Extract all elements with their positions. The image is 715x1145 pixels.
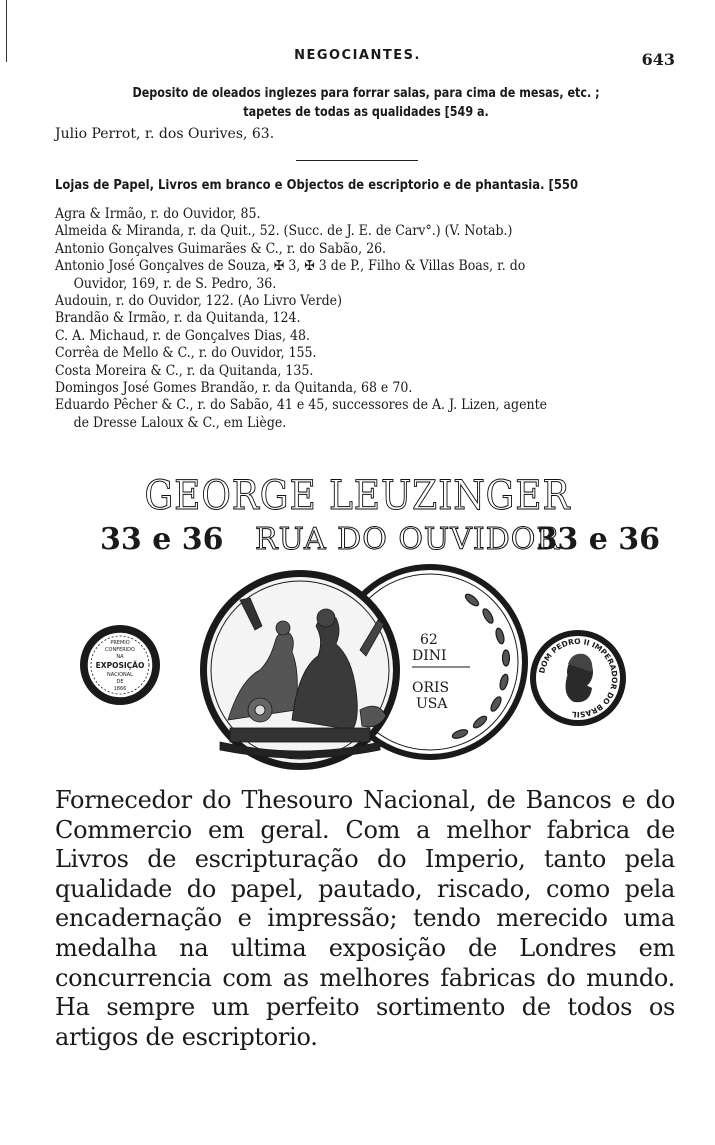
entry-list xyxy=(55,206,675,432)
advert-name: GEORGE LEUZINGER xyxy=(144,473,571,519)
medal-large-obverse xyxy=(200,570,400,770)
address-number-right: 33 e 36 xyxy=(536,522,660,557)
medal-left-line: EXPOSIÇÃO xyxy=(95,661,145,670)
medal-large-line: ORIS xyxy=(412,680,450,696)
medal-left-line: DE xyxy=(116,679,124,685)
medal-left-line: PREMIO xyxy=(110,640,130,646)
advert-address xyxy=(100,522,660,562)
medal-right-inscription: DOM PEDRO II IMPERADOR DO BRASIL xyxy=(537,636,620,720)
medals-illustration xyxy=(60,560,660,770)
list-item-continuation: Ouvidor, 169, r. de S. Pedro, 36. xyxy=(73,275,277,292)
list-item: Antonio José Gonçalves de Souza, ✠ 3, ✠ 3 de P., Filho & Villas Boas, r. do xyxy=(55,258,526,275)
page-number: 643 xyxy=(641,50,675,69)
address-street: RUA DO OUVIDOR xyxy=(255,522,560,557)
list-item: C. A. Michaud, r. de Gonçalves Dias, 48. xyxy=(55,327,310,344)
list-item: Corrêa de Mello & C., r. do Ouvidor, 155. xyxy=(55,345,317,362)
medal-large-line: 62 xyxy=(420,632,438,648)
list-item: Brandão & Irmão, r. da Quitanda, 124. xyxy=(55,310,301,327)
medal-left-line: CONFERIDO xyxy=(105,647,135,653)
list-item: Almeida & Miranda, r. da Quit., 52. (Succ. de J. E. de Carv°.) (V. Notab.) xyxy=(55,223,513,240)
medal-left xyxy=(80,625,160,705)
running-title: NEGOCIANTES. xyxy=(294,48,421,63)
list-item: Costa Moreira & C., r. da Quitanda, 135. xyxy=(55,362,314,379)
medal-left-line: NACIONAL xyxy=(107,672,133,678)
medal-right xyxy=(530,630,626,726)
list-item: Eduardo Pêcher & C., r. do Sabão, 41 e 45, successores de A. J. Lizen, agente xyxy=(55,397,548,414)
list-item: Agra & Irmão, r. do Ouvidor, 85. xyxy=(55,206,261,222)
list-item: Audouin, r. do Ouvidor, 122. (Ao Livro Verde) xyxy=(55,293,342,310)
list-item: Domingos José Gomes Brandão, r. da Quitanda, 68 e 70. xyxy=(55,380,413,397)
list-item-continuation: de Dresse Laloux & C., em Liège. xyxy=(73,414,287,431)
medal-left-line: 1866 xyxy=(113,686,127,692)
medal-large-line: DINI xyxy=(412,648,447,664)
running-head xyxy=(0,48,715,72)
list-item: Antonio Gonçalves Guimarães & C., r. do Sabão, 26. xyxy=(55,240,387,257)
address-number-left: 33 e 36 xyxy=(100,522,224,557)
notice-line-1: Deposito de oleados inglezes para forrar salas, para cima de mesas, etc. ; xyxy=(132,85,600,101)
section-divider xyxy=(296,160,418,161)
medal-large-line: USA xyxy=(416,696,448,712)
medal-left-line: NA xyxy=(116,654,124,660)
first-entry: Julio Perrot, r. dos Ourives, 63. xyxy=(55,126,275,142)
oleados-notice xyxy=(56,84,676,122)
section-heading: Lojas de Papel, Livros em branco e Objectos de escriptorio e de phantasia. [550 xyxy=(55,177,579,193)
notice-line-2: tapetes de todas as qualidades [549 a. xyxy=(243,104,489,120)
advert-body: Fornecedor do Thesouro Nacional, de Bancos e do Commercio em geral. Com a melhor fabrica de Livros de escripturação do Imperio, tanto pela qualidade do papel, pautado, riscado, como pela encadernação e impressão; tendo merecido uma medalha na ultima exposição de Londres em concurrencia com as melhores fabricas do mundo. Ha sempre um perfeito sortimento de todos os artigos de escriptorio. xyxy=(55,786,675,1051)
